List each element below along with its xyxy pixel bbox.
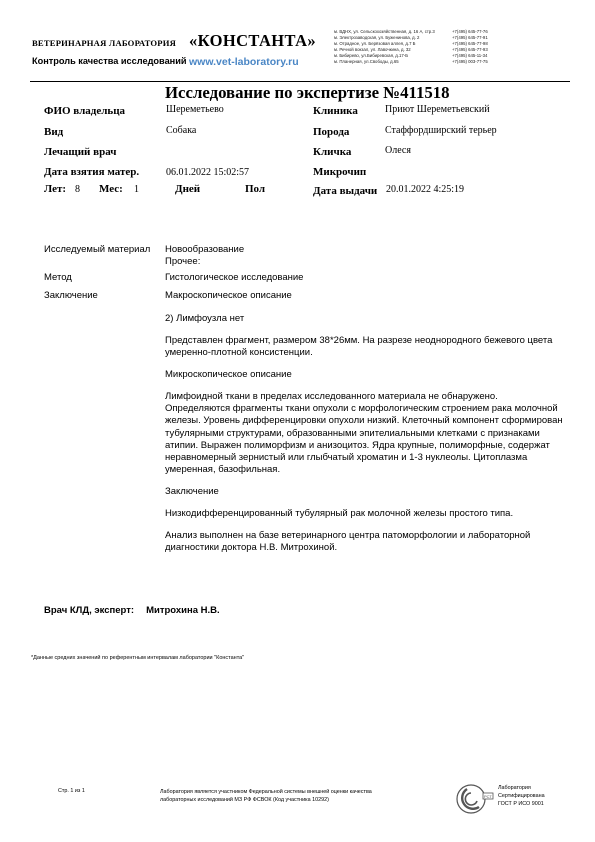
phone-number: +7(495) 645-77-76 xyxy=(452,29,488,34)
conclusion-heading: Заключение xyxy=(165,486,219,497)
conclusion-label: Заключение xyxy=(44,290,98,301)
brand-name: «КОНСТАНТА» xyxy=(189,31,317,50)
clinic-value: Приют Шереметьевский xyxy=(385,104,490,115)
website-link[interactable]: www.vet-laboratory.ru xyxy=(189,56,299,68)
document-title: Исследование по экспертизе №411518 xyxy=(165,83,450,102)
signature-name: Митрохина Н.В. xyxy=(146,605,220,616)
nickname-value: Олеся xyxy=(385,145,411,156)
address-text: м. Планерная, ул.Свободы, д.65 xyxy=(334,59,399,65)
owner-value: Шереметьево xyxy=(166,104,224,115)
sex-label: Пол xyxy=(245,183,266,195)
phone-number: +7(495) 003-77-75 xyxy=(452,59,488,65)
doctor-label: Лечащий врач xyxy=(44,146,117,158)
macro-description: Представлен фрагмент, размером 38*26мм. На разрезе неоднородного бежевого цвета умеренно-плотной консистенции. xyxy=(165,335,553,359)
micro-heading: Микроскопическое описание xyxy=(165,369,292,380)
phone-number: +7(495) 645-77-98 xyxy=(452,41,488,47)
cert-line-2: Сертифицирована xyxy=(498,792,545,799)
cert-logo-text: РСТ xyxy=(484,794,492,799)
footnote: *Данные средних значений по референтным интервалам лаборатории "Константа" xyxy=(31,655,245,661)
breed-value: Стаффордширский терьер xyxy=(385,125,497,136)
certification-text xyxy=(498,785,545,808)
method-value: Гистологическое исследование xyxy=(165,272,304,283)
breed-label: Порода xyxy=(313,126,350,138)
fsvok-line-2: лабораторных исследований МЗ РФ ФСВОК (Код участника 10292) xyxy=(160,797,329,804)
address-text: м. ВДНХ, ул. Сельскохозяйственная, д. 16 А, стр.3 xyxy=(334,29,435,34)
months-value: 1 xyxy=(134,184,139,195)
species-value: Собака xyxy=(166,125,197,136)
owner-label: ФИО владельца xyxy=(44,105,126,117)
analysis-note: Анализ выполнен на базе ветеринарного центра патоморфологии и лабораторной диагностики доктора Н.В. Митрохиной. xyxy=(165,530,531,554)
cert-line-1: Лаборатория xyxy=(498,785,531,791)
material-extra: Прочее: xyxy=(165,256,201,267)
macro-heading: Макроскопическое описание xyxy=(165,290,292,301)
phone-number: +7(495) 645-11-34 xyxy=(452,53,488,59)
signature-line xyxy=(44,605,220,616)
days-label: Дней xyxy=(175,183,201,195)
issue-date-label: Дата выдачи xyxy=(313,185,378,197)
species-label: Вид xyxy=(44,126,64,138)
clinic-label: Клиника xyxy=(313,105,358,117)
phone-number: +7(495) 645-77-93 xyxy=(452,47,488,53)
lab-name: ВЕТЕРИНАРНАЯ ЛАБОРАТОРИЯ xyxy=(32,38,177,48)
address-row xyxy=(334,59,488,65)
micro-description: Лимфоидной ткани в пределах исследованного материала не обнаружено. Определяются фрагменты ткани опухоли с морфологическим строением рака молочной железы. Уровень дифференцировки опухоли низкий. Клеточный компонент сформирован тубулярными структурами, образованными эпителиальными клетками с признаками атипии. Выражен полиморфизм и анизоцитоз. Ядра крупные, полиморфные, содержат неравномерный зернистый или глыбчатый хроматин и 1-3 нуклеолы. Цитоплазма умеренная, базофильная. xyxy=(165,391,563,476)
cert-line-3: ГОСТ Р ИСО 9001 xyxy=(498,800,544,807)
sample-date-label: Дата взятия матер. xyxy=(44,166,140,178)
method-label: Метод xyxy=(44,272,72,283)
months-label: Мес: xyxy=(99,183,123,195)
nickname-label: Кличка xyxy=(313,146,352,158)
page-number: Стр. 1 из 1 xyxy=(58,788,85,794)
address-text: м. Электрозаводская, ул. Бужениновa, д. 2 xyxy=(334,35,420,41)
phone-number: +7(495) 645-77-91 xyxy=(452,35,488,41)
address-text: м. Отрадное, ул. Берёзовая аллея, д.7 Б xyxy=(334,41,416,47)
address-text: м. Бибирево, ул.Бибиревская, д.17-Б xyxy=(334,53,409,59)
address-list xyxy=(334,29,488,66)
sample-date-value: 06.01.2022 15:02:57 xyxy=(166,167,250,178)
material-label: Исследуемый материал xyxy=(44,244,151,255)
issue-date-value: 20.01.2022 4:25:19 xyxy=(386,184,465,195)
header-divider xyxy=(30,81,570,82)
years-label: Лет: xyxy=(44,183,67,195)
material-value: Новообразование xyxy=(165,244,245,255)
fsvok-note xyxy=(160,788,372,804)
lymph-node-note: 2) Лимфоузла нет xyxy=(165,313,245,324)
microchip-label: Микрочип xyxy=(313,166,367,178)
signature-label: Врач КЛД, эксперт: xyxy=(44,605,135,616)
address-text: м. Речной вокзал, ул. Лавочкина, д. 32 xyxy=(334,47,411,53)
years-value: 8 xyxy=(75,184,80,195)
conclusion-text: Низкодифференцированный тубулярный рак молочной железы простого типа. xyxy=(165,508,514,519)
fsvok-line-1: Лаборатория является участником Федеральной системы внешней оценки качества xyxy=(160,789,372,795)
certification-logo xyxy=(455,781,495,822)
lab-subtitle: Контроль качества исследований xyxy=(32,56,187,66)
